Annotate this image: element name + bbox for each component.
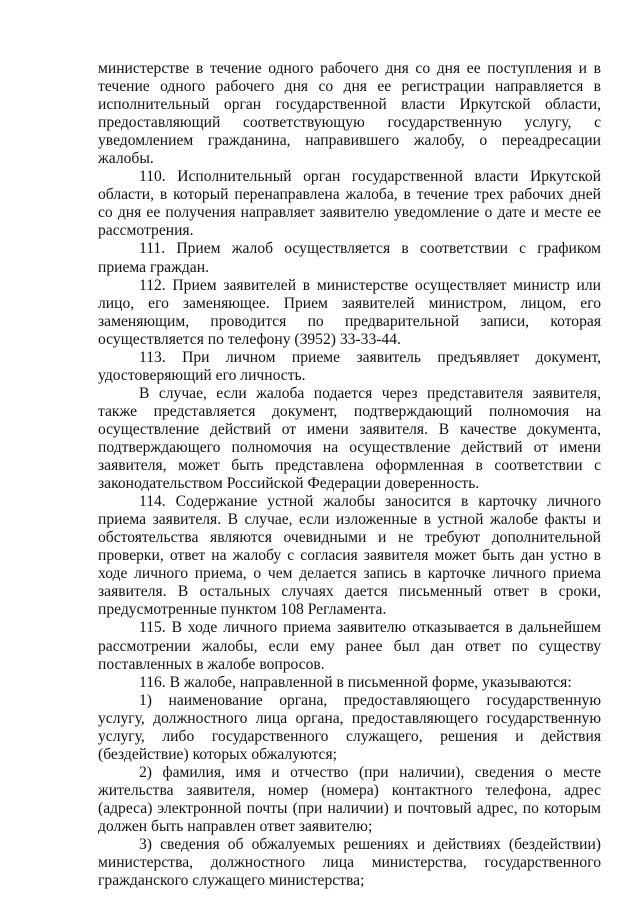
paragraph-113-representative: В случае, если жалоба подается через представителя заявителя, также представляется документ, подтверждающий полномочия на осуществление действий от имени заявителя. В качестве документа, подтверждающего полномочия на осуществление действий от имени заявителя, может быть представлена оформленная в соответствии с законодательством Российской Федерации доверенность. (98, 384, 601, 493)
paragraph-116-item-1: 1) наименование органа, предоставляющего государственную услугу, должностного лица органа, предоставляющего государственную услугу, либо государственного служащего, решения и действия (бездействие) которых обжалуются; (98, 691, 601, 763)
paragraph-116-item-2: 2) фамилия, имя и отчество (при наличии), сведения о месте жительства заявителя, номер (номера) контактного телефона, адрес (адреса) электронной почты (при наличии) и почтовый адрес, по которым должен быть направлен ответ заявителю; (98, 763, 601, 835)
paragraph-112: 112. Прием заявителей в министерстве осуществляет министр или лицо, его заменяющее. Прием заявителей министром, лицом, его заменяющим, проводится по предварительной записи, которая осуществляется по телефону (3952) 33-33-44. (98, 276, 601, 348)
paragraph-116-item-3: 3) сведения об обжалуемых решениях и действиях (бездействии) министерства, должностного лица министерства, государственного гражданского служащего министерства; (98, 836, 601, 890)
document-page (98, 60, 601, 890)
paragraph-111: 111. Прием жалоб осуществляется в соответствии с графиком приема граждан. (98, 240, 601, 276)
paragraph-114: 114. Содержание устной жалобы заносится в карточку личного приема заявителя. В случае, если изложенные в устной жалобе факты и обстоятельства являются очевидными и не требуют дополнительной проверки, ответ на жалобу с согласия заявителя может быть дан устно в ходе личного приема, о чем делается запись в карточке личного приема заявителя. В остальных случаях дается письменный ответ в сроки, предусмотренные пунктом 108 Регламента. (98, 493, 601, 619)
paragraph-115: 115. В ходе личного приема заявителю отказывается в дальнейшем рассмотрении жалобы, если ему ранее был дан ответ по существу поставленных в жалобе вопросов. (98, 619, 601, 673)
paragraph-113: 113. При личном приеме заявитель предъявляет документ, удостоверяющий его личность. (98, 348, 601, 384)
paragraph-continuation: министерстве в течение одного рабочего дня со дня ее поступления и в течение одного рабочего дня со дня ее регистрации направляется в исполнительный орган государственной власти Иркутской области, предоставляющий соответствующую государственную услугу, с уведомлением гражданина, направившего жалобу, о переадресации жалобы. (98, 60, 601, 168)
paragraph-110: 110. Исполнительный орган государственной власти Иркутской области, в который перенаправлена жалоба, в течение трех рабочих дней со дня ее получения направляет заявителю уведомление о дате и месте ее рассмотрения. (98, 168, 601, 240)
paragraph-116: 116. В жалобе, направленной в письменной форме, указываются: (139, 673, 572, 691)
